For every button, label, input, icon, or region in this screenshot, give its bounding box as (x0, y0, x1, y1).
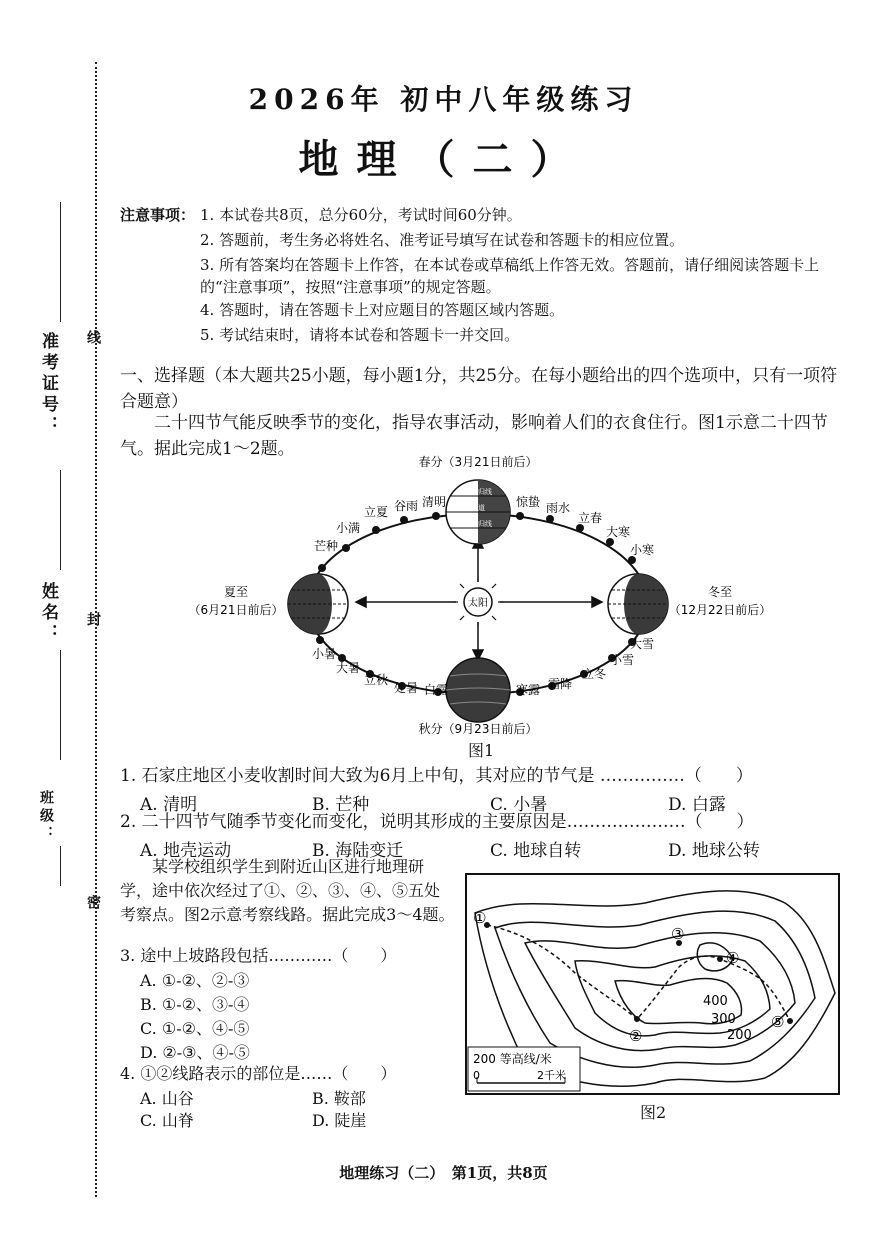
term-label: 立夏 (363, 505, 389, 519)
q2-option-c: C. 地球自转 (490, 841, 582, 861)
sun-label: 太阳 (468, 598, 488, 609)
term-label: 小满 (335, 521, 361, 535)
term-label: 立秋 (363, 673, 389, 687)
label-spring-equinox: 春分（3月21日前后） (418, 455, 538, 469)
term-label: 小寒 (629, 543, 655, 557)
section-heading: 一、选择题（本大题共25小题，每小题1分，共25分。在每小题给出的四个选项中，只有一项符合题意） (120, 366, 838, 412)
note-item: 4. 答题时，请在答题卡上对应题目的答题区域内答题。 (200, 301, 565, 319)
globe-tropic-s: 南回归线 (464, 520, 492, 528)
binding-line-char: 线 (85, 330, 101, 348)
q3-option-b: B. ①-②、③-④ (140, 995, 250, 1014)
contour-label-300: 300 (711, 1012, 736, 1027)
class-rule (60, 846, 61, 886)
term-label: 大暑 (335, 661, 361, 675)
exam-no-label: 准考证号： (38, 332, 58, 437)
figure2-caption: 图2 (640, 1103, 667, 1122)
q4-option-b: B. 鞍部 (312, 1089, 366, 1108)
globe-tropic-n: 北回归线 (464, 488, 492, 496)
q1-option-c: C. 小暑 (490, 795, 548, 815)
notes-heading: 注意事项： (120, 206, 196, 224)
label-autumn-equinox: 秋分（9月23日前后） (418, 722, 538, 736)
globe-summer (288, 574, 348, 634)
figure2-contour-map (465, 873, 840, 1095)
term-label: 芒种 (313, 539, 339, 553)
q3-option-d: D. ②-③、④-⑤ (140, 1043, 250, 1062)
term-label: 惊蛰 (515, 495, 541, 509)
q2-option-b: B. 海陆变迁 (312, 841, 404, 861)
legend-contour: 200 等高线/米 (473, 1052, 552, 1066)
term-label: 谷雨 (393, 499, 419, 513)
note-item: 2. 答题前，考生务必将姓名、准考证号填写在试卷和答题卡的相应位置。 (200, 231, 685, 249)
map-legend (468, 1047, 580, 1091)
q2-option-a: A. 地壳运动 (140, 841, 232, 861)
term-label: 大寒 (605, 525, 631, 539)
globe-autumn (446, 658, 510, 722)
globe-winter (608, 574, 668, 634)
label-winter-date: （12月22日前后） (668, 603, 772, 617)
q2-option-d: D. 地球公转 (668, 841, 760, 861)
term-label: 白露 (423, 683, 449, 697)
name-rule (60, 470, 61, 570)
binding-mi-char: 密 (85, 895, 101, 913)
point-2-label: ② (629, 1027, 643, 1045)
q1-option-b: B. 芒种 (312, 795, 370, 815)
point-5-dot (787, 1018, 793, 1024)
figure1-diagram (180, 450, 800, 740)
point-4-dot (717, 956, 723, 962)
globe-spring (446, 480, 510, 544)
name-label: 姓名： (38, 582, 58, 645)
label-summer-date: （6月21日前后） (188, 603, 284, 617)
binding-seal-char: 封 (85, 612, 101, 630)
q3-option-a: A. ①-②、②-③ (140, 971, 250, 990)
term-label: 立春 (577, 511, 603, 525)
contour-label-400: 400 (703, 994, 728, 1009)
question-1: 1. 石家庄地区小麦收割时间大致为6月上中旬，其对应的节气是 ……………（ ） (120, 766, 753, 786)
q1-option-d: D. 白露 (668, 795, 726, 815)
class-label: 班级： (38, 790, 54, 844)
sun (453, 577, 503, 627)
term-label: 小雪 (609, 653, 635, 667)
section-intro: 二十四节气能反映季节的变化，指导农事活动，影响着人们的衣食住行。图1示意二十四节气。据此完成1～2题。 (120, 413, 828, 459)
figure1-caption: 图1 (468, 741, 495, 760)
point-1-label: ① (473, 909, 487, 927)
exam-no-rule (60, 202, 61, 322)
name-rule-2 (60, 650, 61, 760)
term-label: 立冬 (581, 667, 607, 681)
question-4: 4. ①②线路表示的部位是……（ ） (120, 1064, 397, 1083)
section-intro-2: 某学校组织学生到附近山区进行地理研学，途中依次经过了①、②、③、④、⑤五处考察点。图2示意考察线路。据此完成3～4题。 (120, 857, 455, 924)
term-label: 小暑 (311, 647, 337, 661)
label-summer-name: 夏至 (223, 585, 249, 599)
legend-scale-zero: 0 (473, 1069, 480, 1082)
note-item: 3. 所有答案均在答题卡上作答，在本试卷或草稿纸上作答无效。答题前，请仔细阅读答题卡上的“注意事项”，按照“注意事项”的规定答题。 (200, 256, 820, 296)
note-item: 1. 本试卷共8页，总分60分，考试时间60分钟。 (200, 206, 522, 224)
question-3: 3. 途中上坡路段包括…………（ ） (120, 946, 397, 965)
term-label: 清明 (421, 495, 447, 509)
term-label: 雨水 (545, 501, 571, 515)
q4-option-c: C. 山脊 (140, 1111, 194, 1130)
q1-option-a: A. 清明 (140, 795, 198, 815)
term-label: 寒露 (515, 683, 541, 697)
point-5-label: ⑤ (771, 1013, 785, 1031)
globe-equator: 赤道 (471, 504, 485, 512)
point-4-label: ④ (726, 949, 740, 967)
question-2: 2. 二十四节气随季节变化而变化，说明其形成的主要原因是…………………（ ） (120, 812, 754, 832)
exam-title: 2026年 初中八年级练习 (248, 83, 639, 116)
point-3-label: ③ (671, 925, 685, 943)
label-winter-name: 冬至 (707, 585, 733, 599)
q4-option-a: A. 山谷 (140, 1089, 194, 1108)
term-label: 处暑 (393, 681, 419, 695)
page-footer: 地理练习（二） 第1页，共8页 (339, 1164, 548, 1182)
legend-scale: 2千米 (537, 1069, 566, 1082)
note-item: 5. 考试结束时，请将本试卷和答题卡一并交回。 (200, 326, 520, 344)
q3-option-c: C. ①-②、④-⑤ (140, 1019, 250, 1038)
point-2-dot (634, 1016, 640, 1022)
contour-label-200: 200 (727, 1028, 752, 1043)
term-label: 霜降 (547, 677, 573, 691)
subject-title: 地理（二） (298, 137, 589, 183)
q4-option-d: D. 陡崖 (312, 1111, 367, 1130)
term-label: 大雪 (629, 637, 655, 651)
